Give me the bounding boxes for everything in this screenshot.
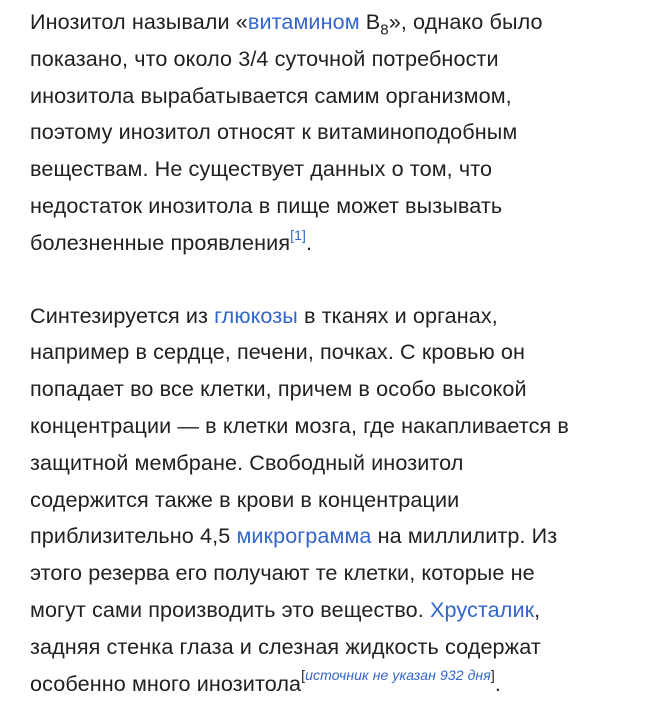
text-fragment: особенно много инозитола	[30, 670, 302, 696]
text-fragment: в тканях и органах,	[297, 302, 498, 328]
text-line: показано, что около 3/4 суточной потребности	[30, 45, 499, 71]
text-line: недостаток инозитола в пище может вызывать	[30, 192, 503, 218]
text-line: поэтому инозитол относят к витаминоподобным	[30, 119, 518, 145]
citation-needed-link[interactable]: источник не указан 932 дня	[305, 667, 491, 684]
paragraph-inositol-vitamin	[30, 4, 630, 262]
text-line	[30, 298, 630, 335]
citation-needed-note	[301, 667, 495, 683]
text-fragment: », однако было	[388, 9, 543, 34]
paragraph-inositol-synthesis	[30, 298, 630, 702]
text-line	[30, 592, 630, 629]
text-fragment: Синтезируется из	[30, 302, 215, 328]
text-line: концентрации — в клетки мозга, где накапливается в	[30, 412, 569, 438]
text-line	[30, 666, 630, 702]
link-microgram[interactable]: микрограмма	[236, 523, 372, 549]
text-fragment: на миллилитр. Из	[371, 523, 558, 549]
subscript-8: 8	[380, 21, 389, 39]
link-vitamin[interactable]: витамином	[247, 9, 360, 34]
text-fragment: Инозитол называли «	[30, 9, 248, 34]
text-line: этого резерва его получают те клетки, которые не	[30, 560, 535, 586]
text-fragment: приблизительно 4,5	[30, 523, 237, 549]
text-line: инозитола вырабатывается самим организмом,	[30, 82, 512, 108]
text-line: веществам. Не существует данных о том, что	[30, 156, 493, 182]
reference-link-1[interactable]: [1]	[290, 226, 306, 243]
text-line	[30, 225, 630, 262]
text-fragment: .	[494, 670, 501, 696]
text-fragment: болезненные проявления	[30, 229, 291, 255]
text-fragment: .	[306, 229, 313, 255]
text-line	[30, 518, 630, 555]
bracket: [	[301, 667, 306, 684]
text-fragment: B	[359, 9, 381, 34]
text-line: защитной мембране. Свободный инозитол	[30, 449, 464, 475]
bracket: ]	[490, 667, 495, 684]
text-line: задняя стенка глаза и слезная жидкость содержат	[30, 633, 541, 659]
text-fragment: ,	[534, 596, 541, 622]
link-lens[interactable]: Хрусталик	[429, 596, 535, 622]
link-glucose[interactable]: глюкозы	[214, 302, 298, 328]
text-line: например в сердце, печени, почках. С кровью он	[30, 339, 526, 365]
text-line	[30, 4, 630, 41]
text-line: попадает во все клетки, причем в особо высокой	[30, 376, 527, 402]
text-fragment: могут сами производить это вещество.	[30, 596, 430, 622]
text-line: содержится также в крови в концентрации	[30, 486, 460, 512]
